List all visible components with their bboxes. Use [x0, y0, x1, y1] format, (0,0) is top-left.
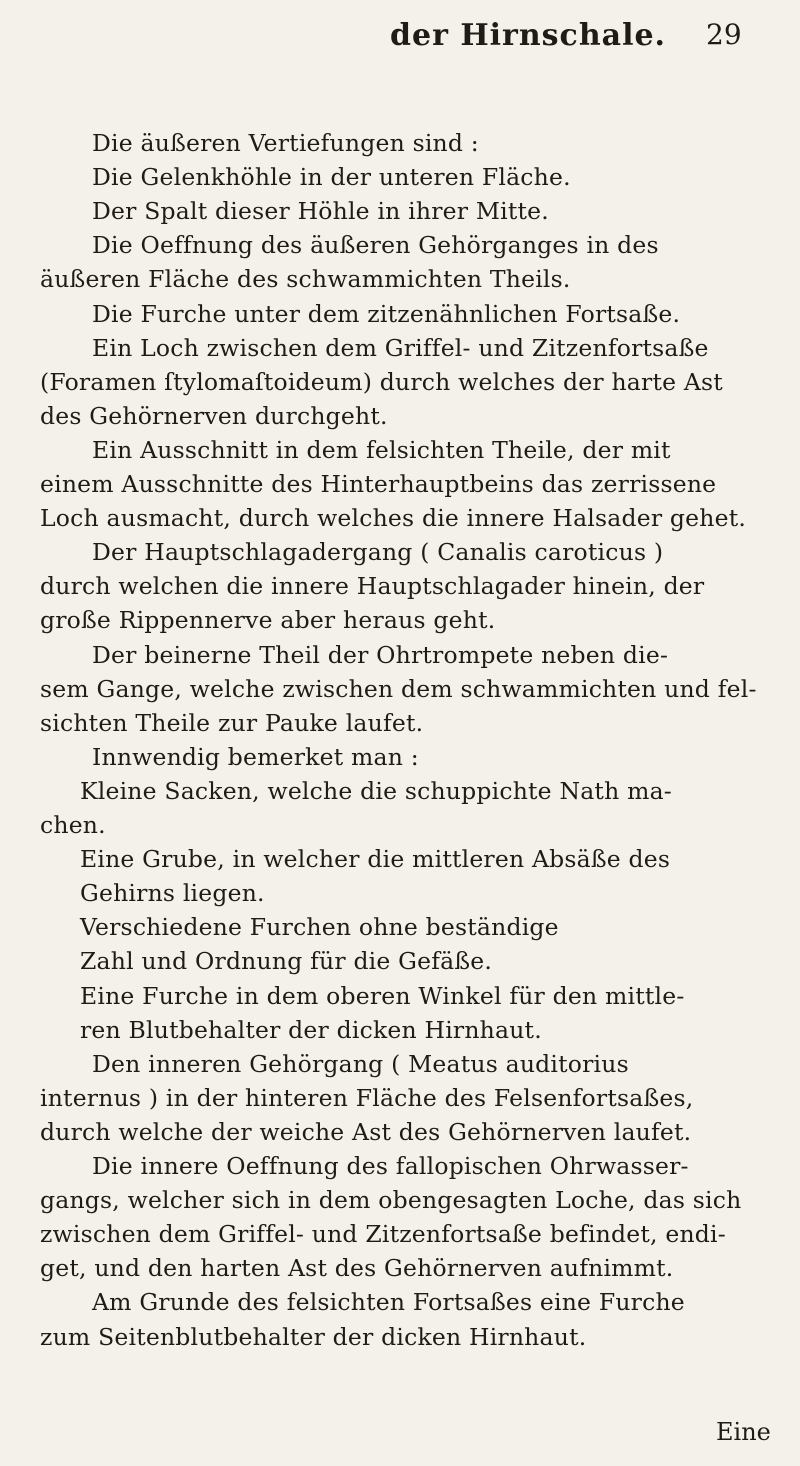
text-line: Die innere Oeffnung des fallopischen Ohrwasser-	[92, 1152, 689, 1180]
page-header	[0, 8, 800, 56]
text-line: durch welchen die innere Hauptschlagader hinein, der	[40, 572, 705, 601]
text-line: äußeren Fläche des schwammichten Theils.	[40, 265, 571, 294]
text-line: ren Blutbehalter der dicken Hirnhaut.	[80, 1015, 542, 1044]
text-line: Verschiedene Furchen ohne beständige	[80, 913, 559, 942]
text-line: zwischen dem Griffel- und Zitzenfortsaße befindet, endi-	[40, 1220, 726, 1249]
catchword: Eine	[716, 1418, 771, 1446]
text-line: Kleine Sacken, welche die schuppichte Nath ma-	[80, 776, 672, 805]
page-number: 29	[706, 18, 742, 51]
text-line: Zahl und Ordnung für die Gefäße.	[80, 947, 493, 976]
text-line: Der Hauptschlagadergang ( Canalis caroticus )	[92, 538, 664, 567]
text-line: große Rippennerve aber heraus geht.	[40, 606, 496, 635]
text-line: zum Seitenblutbehalter der dicken Hirnhaut.	[40, 1322, 587, 1351]
running-title: der Hirnschale.	[390, 18, 667, 53]
text-line: Die Furche unter dem zitzenähnlichen Fortsaße.	[92, 299, 681, 328]
text-line: Der beinerne Theil der Ohrtrompete neben die-	[92, 640, 669, 669]
text-line: chen.	[40, 811, 106, 839]
text-line: Der Spalt dieser Höhle in ihrer Mitte.	[92, 197, 549, 226]
text-line: einem Ausschnitte des Hinterhauptbeins das zerrissene	[40, 470, 717, 498]
text-line: gangs, welcher sich in dem obengesagten Loche, das sich	[40, 1186, 742, 1215]
text-line: Den inneren Gehörgang ( Meatus auditorius	[92, 1049, 629, 1078]
text-line: Die Oeffnung des äußeren Gehörganges in des	[92, 231, 659, 260]
text-line: Ein Loch zwischen dem Griffel- und Zitzenfortsaße	[92, 333, 709, 362]
text-line: Die äußeren Vertiefungen sind :	[92, 129, 479, 157]
text-line: Am Grunde des felsichten Fortsaßes eine Furche	[92, 1288, 685, 1317]
text-line: sem Gange, welche zwischen dem schwammichten und fel-	[40, 674, 757, 703]
text-line: sichten Theile zur Pauke laufet.	[40, 708, 424, 737]
text-line: Innwendig bemerket man :	[92, 742, 419, 771]
text-line: Gehirns liegen.	[80, 879, 265, 908]
text-line: Die Gelenkhöhle in der unteren Fläche.	[92, 163, 571, 192]
text-line: internus ) in der hinteren Fläche des Felsenfortsaßes,	[40, 1083, 694, 1112]
text-line: Loch ausmacht, durch welches die innere Halsader gehet.	[40, 504, 747, 533]
text-line: Eine Furche in dem oberen Winkel für den mittle-	[80, 981, 685, 1010]
text-line: durch welche der weiche Ast des Gehörnerven laufet.	[40, 1117, 692, 1146]
text-line: get, und den harten Ast des Gehörnerven aufnimmt.	[40, 1254, 674, 1283]
text-line: Eine Grube, in welcher die mittleren Absäße des	[80, 845, 671, 874]
text-line: (Foramen ſtylomaſtoideum) durch welches der harte Ast	[40, 367, 723, 396]
text-line: des Gehörnerven durchgeht.	[40, 401, 388, 430]
text-line: Ein Ausschnitt in dem felsichten Theile, der mit	[92, 435, 671, 464]
